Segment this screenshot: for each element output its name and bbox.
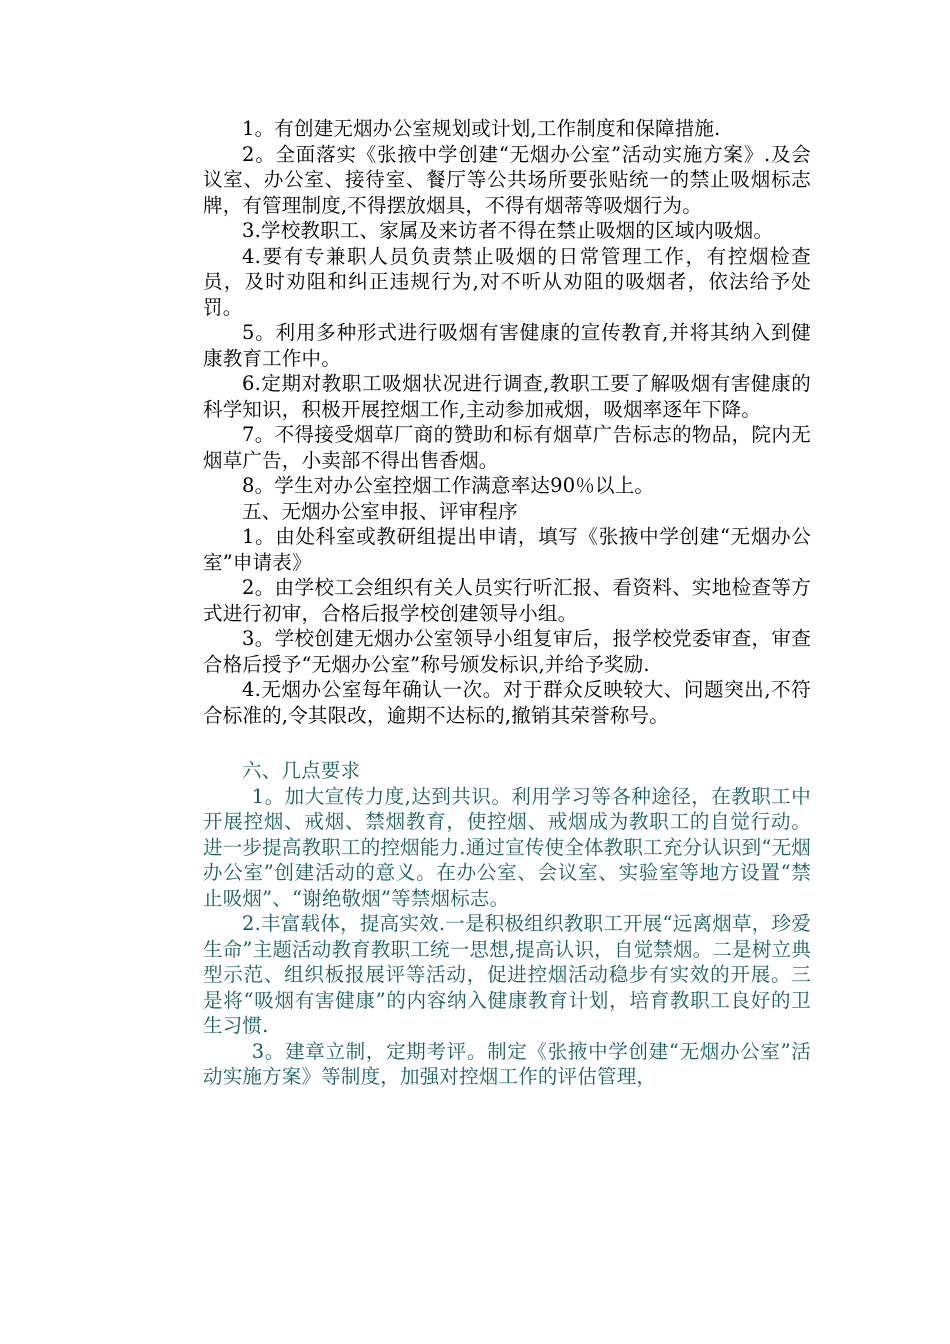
procedure-section [203,499,811,729]
requirement-item-2: 2。全面落实《张掖中学创建“无烟办公室”活动实施方案》.及会议室、办公室、接待室、餐厅等公共场所要张贴统一的禁止吸烟标志牌，有管理制度,不得摆放烟具，不得有烟蒂等吸烟行为。 [203,142,811,217]
procedure-item-1: 1。由处科室或教研组提出申请，填写《张掖中学创建“无烟办公室”申请表》 [203,525,811,574]
requirement-item-4: 4.要有专兼职人员负责禁止吸烟的日常管理工作，有控烟检查员，及时劝阻和纠正违规行为,对不听从劝阻的吸烟者，依法给予处罚。 [203,244,811,319]
section-gap [203,728,811,758]
procedure-heading: 五、无烟办公室申报、评审程序 [242,499,518,523]
requirement-item-7: 7。不得接受烟草厂商的赞助和标有烟草广告标志的物品，院内无烟草广告，小卖部不得出售香烟。 [203,423,811,472]
requirement-item-3: 3.学校教职工、家属及来访者不得在禁止吸烟的区域内吸烟。 [242,219,774,242]
procedure-item-4: 4.无烟办公室每年确认一次。对于群众反映较大、问题突出,不符合标准的,令其限改，逾期不达标的,撤销其荣誉称号。 [203,678,811,727]
requirement-item-6: 6.定期对教职工吸烟状况进行调查,教职工要了解吸烟有害健康的科学知识，积极开展控烟工作,主动参加戒烟，吸烟率逐年下降。 [203,372,811,421]
requirement-item-8: 8。学生对办公室控烟工作满意率达90％以上。 [242,474,655,497]
points-item-2: 2.丰富载体，提高实效.一是积极组织教职工开展“远离烟草，珍爱生命”主题活动教育教职工统一思想,提高认识，自觉禁烟。二是树立典型示范、组织板报展评等活动，促进控烟活动稳步有实效的开展。三是将“吸烟有害健康”的内容纳入健康教育计划，培育教职工良好的卫生习惯. [203,912,811,1037]
points-section [203,758,811,1090]
points-item-3: 3。建章立制，定期考评。制定《张掖中学创建“无烟办公室”活动实施方案》等制度，加强对控烟工作的评估管理， [203,1039,811,1088]
requirements-section [203,116,811,499]
procedure-item-3: 3。学校创建无烟办公室领导小组复审后，报学校党委审查，审查合格后授予“无烟办公室”称号颁发标识,并给予奖励. [203,627,811,676]
points-item-1: 1。加大宣传力度,达到共识。利用学习等各种途径，在教职工中开展控烟、戒烟、禁烟教育，使控烟、戒烟成为教职工的自觉行动。进一步提高教职工的控烟能力.通过宣传使全体教职工充分认识到“无烟办公室”创建活动的意义。在办公室、会议室、实验室等地方设置“禁止吸烟”、“谢绝敬烟”等禁烟标志。 [203,784,811,910]
requirement-item-5: 5。利用多种形式进行吸烟有害健康的宣传教育,并将其纳入到健康教育工作中。 [203,321,811,370]
points-heading: 六、几点要求 [242,759,361,782]
document-page [203,116,811,1090]
procedure-item-2: 2。由学校工会组织有关人员实行听汇报、看资料、实地检查等方式进行初审，合格后报学校创建领导小组。 [203,576,811,625]
requirement-item-1: 1。有创建无烟办公室规划或计划,工作制度和保障措施. [242,117,721,140]
